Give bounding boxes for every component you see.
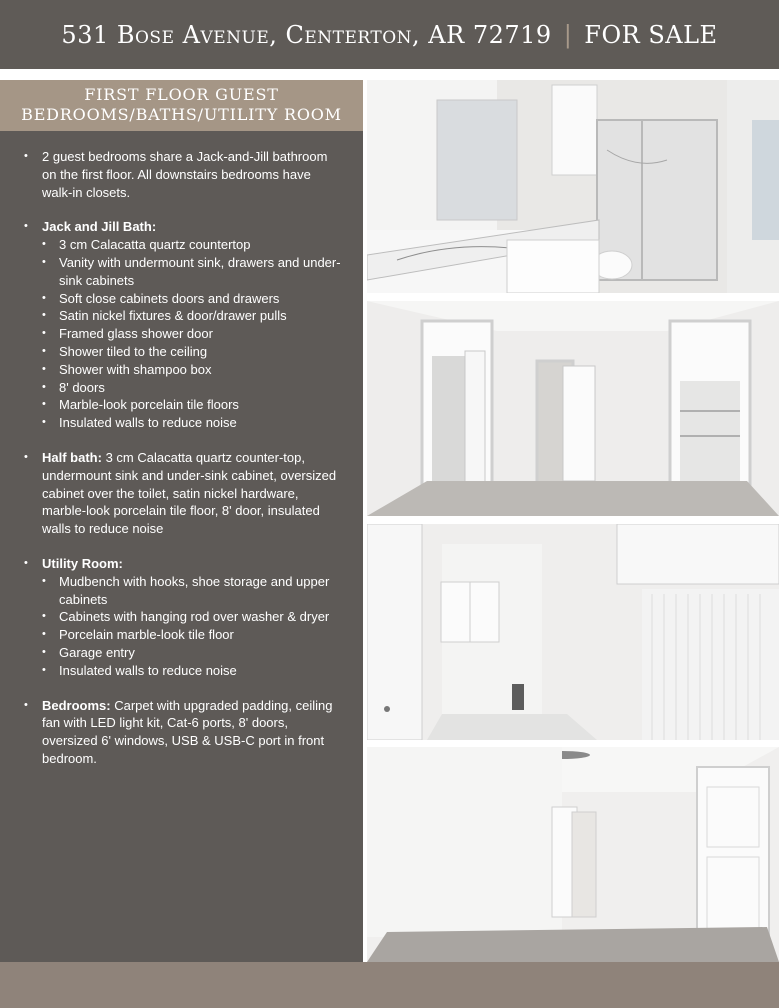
list-item: • Shower tiled to the ceiling bbox=[42, 343, 344, 361]
bedrooms-text: Carpet with upgraded padding, ceiling fan with LED light kit, Cat-6 ports, 8' doors, oversized 6' windows, USB & USB-C port in front bedroom. bbox=[42, 697, 333, 766]
half-bath-heading: Half bath: bbox=[42, 449, 102, 465]
jack-and-jill-item bbox=[24, 218, 344, 432]
header-separator: | bbox=[563, 20, 573, 49]
bathroom-photo bbox=[367, 80, 779, 293]
list-item: • Vanity with undermount sink, drawers and under-sink cabinets bbox=[42, 254, 344, 290]
list-item: • Framed glass shower door bbox=[42, 325, 344, 343]
section-title-line2: BEDROOMS/BATHS/UTILITY ROOM bbox=[21, 105, 342, 124]
bedroom-illustration bbox=[367, 747, 779, 962]
list-item: • Insulated walls to reduce noise bbox=[42, 662, 344, 680]
list-item: • Insulated walls to reduce noise bbox=[42, 414, 344, 432]
list-item: • Porcelain marble-look tile floor bbox=[42, 626, 344, 644]
utility-room-item bbox=[24, 555, 344, 680]
bathroom-illustration bbox=[367, 80, 779, 293]
half-bath-text: 3 cm Calacatta quartz counter-top, undermount sink and under-sink cabinet, oversized cabinet over the toilet, satin nickel hardware, marble-look porcelain tile floor, 8' door, insulated walls to reduce noise bbox=[42, 449, 337, 537]
section-title bbox=[0, 80, 363, 131]
jack-and-jill-list bbox=[42, 236, 344, 432]
list-item: • Cabinets with hanging rod over washer & dryer bbox=[42, 608, 344, 626]
intro-item bbox=[24, 148, 344, 201]
page-footer bbox=[0, 962, 779, 1008]
listing-status: FOR SALE bbox=[584, 20, 718, 49]
list-item: • Soft close cabinets doors and drawers bbox=[42, 290, 344, 308]
bedroom-closet-photo bbox=[367, 301, 779, 516]
list-item: • Marble-look porcelain tile floors bbox=[42, 396, 344, 414]
features-list bbox=[24, 148, 344, 785]
section-title-line1: FIRST FLOOR GUEST bbox=[84, 85, 279, 104]
list-item: • Mudbench with hooks, shoe storage and upper cabinets bbox=[42, 573, 344, 609]
list-item: • 3 cm Calacatta quartz countertop bbox=[42, 236, 344, 254]
intro-text: 2 guest bedrooms share a Jack-and-Jill bathroom on the first floor. All downstairs bedrooms have walk-in closets. bbox=[42, 149, 328, 200]
bedroom-closet-illustration bbox=[367, 301, 779, 516]
features-panel bbox=[0, 80, 363, 962]
list-item: • Shower with shampoo box bbox=[42, 361, 344, 379]
list-item: • Satin nickel fixtures & door/drawer pulls bbox=[42, 307, 344, 325]
list-item: • 8' doors bbox=[42, 379, 344, 397]
utility-room-list bbox=[42, 573, 344, 680]
utility-room-illustration bbox=[367, 524, 779, 740]
property-address: 531 Bose Avenue, Centerton, AR 72719 bbox=[61, 20, 552, 49]
page-header bbox=[0, 0, 779, 69]
jack-and-jill-heading: Jack and Jill Bath: bbox=[42, 219, 157, 235]
utility-room-heading: Utility Room: bbox=[42, 555, 123, 571]
bedroom-photo bbox=[367, 747, 779, 962]
utility-room-photo bbox=[367, 524, 779, 740]
bedrooms-item bbox=[24, 697, 344, 768]
list-item: • Garage entry bbox=[42, 644, 344, 662]
bedrooms-heading: Bedrooms: bbox=[42, 697, 111, 713]
half-bath-item bbox=[24, 449, 344, 538]
